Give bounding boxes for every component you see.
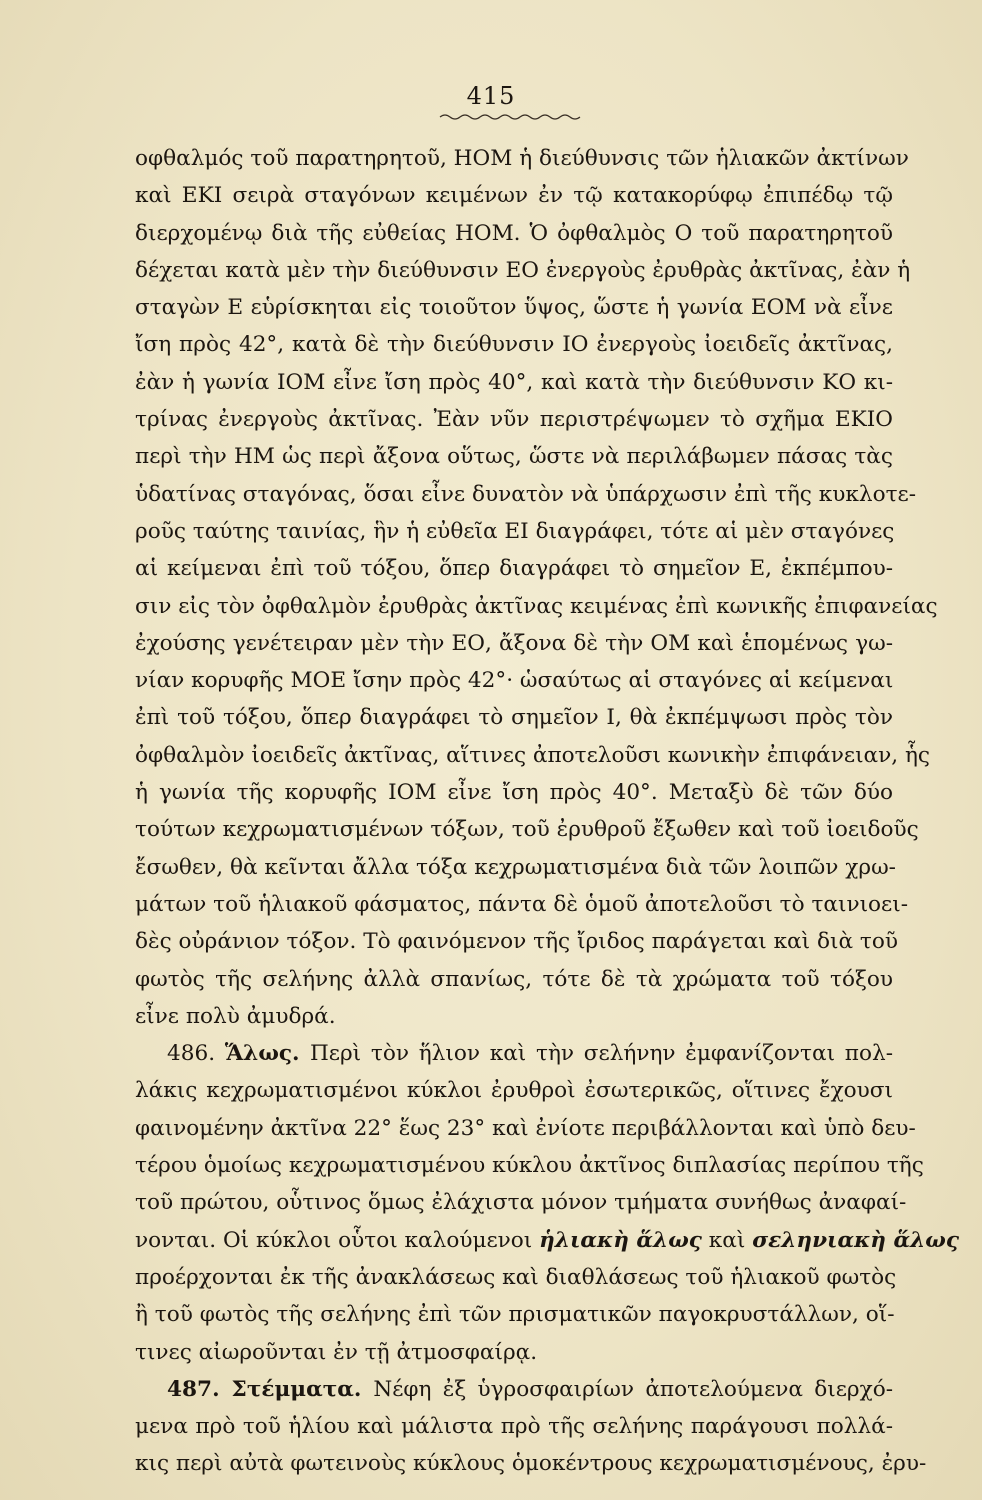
text-line: ἡ γωνία τῆς κορυφῆς ΙΟΜ εἶνε ἴση πρὸς 40°. Μεταξὺ δὲ τῶν δύο <box>135 780 893 806</box>
text-line: δὲς οὐράνιον τόξον. Τὸ φαινόμενον τῆς ἴριδος παράγεται καὶ διὰ τοῦ <box>135 929 898 955</box>
text-line <box>135 1222 959 1259</box>
text-line: σιν εἰς τὸν ὀφθαλμὸν ἐρυθρὰς ἀκτῖνας κειμένας ἐπὶ κωνικῆς ἐπιφανείας <box>135 593 938 619</box>
line-text: καὶ <box>701 1227 753 1253</box>
emphasized-term: σεληνιακὴ ἅλως <box>752 1227 959 1253</box>
section-number: 487. <box>167 1376 232 1402</box>
text-line: κις περὶ αὐτὰ φωτεινοὺς κύκλους ὁμοκέντρους κεχρωματισμένους, ἐρυ- <box>135 1451 927 1477</box>
text-line: μενα πρὸ τοῦ ἡλίου καὶ μάλιστα πρὸ τῆς σελήνης παράγουσι πολλά- <box>135 1414 893 1440</box>
text-line: ἐπὶ τοῦ τόξου, ὅπερ διαγράφει τὸ σημεῖον Ι, θὰ ἐκπέμψωσι πρὸς τὸν <box>135 705 893 731</box>
text-line: μάτων τοῦ ἡλιακοῦ φάσματος, πάντα δὲ ὁμοῦ ἀποτελοῦσι τὸ ταινιοει- <box>135 891 908 917</box>
text-line <box>135 1035 893 1072</box>
text-line: τοῦ πρώτου, οὗτινος ὅμως ἐλάχιστα μόνον τμήματα συνήθως ἀναφαί- <box>135 1190 907 1216</box>
text-line: τινες αἰωροῦνται ἐν τῇ ἀτμοσφαίρᾳ. <box>135 1339 538 1365</box>
text-line <box>135 1371 893 1408</box>
text-line: φωτὸς τῆς σελήνης ἀλλὰ σπανίως, τότε δὲ τὰ χρώματα τοῦ τόξου <box>135 966 893 992</box>
text-line: σταγὼν Ε εὑρίσκηται εἰς τοιοῦτον ὕψος, ὥστε ἡ γωνία ΕΟΜ νὰ εἶνε <box>135 295 893 321</box>
text-line: ὀφθαλμὸν ἰοειδεῖς ἀκτῖνας, αἵτινες ἀποτελοῦσι κωνικὴν ἐπιφάνειαν, ἧς <box>135 742 931 768</box>
section-heading: Στέμματα. <box>231 1376 374 1402</box>
line-text: Περὶ τὸν ἥλιον καὶ τὴν σελήνην ἐμφανίζονται πολ- <box>309 1041 893 1067</box>
text-line: ἴση πρὸς 42°, κατὰ δὲ τὴν διεύθυνσιν ΙΟ ἐνεργοὺς ἰοειδεῖς ἀκτῖνας, <box>135 332 893 358</box>
line-text: νονται. Οἱ κύκλοι οὗτοι καλούμενοι <box>135 1227 540 1253</box>
text-line: δέχεται κατὰ μὲν τὴν διεύθυνσιν ΕΟ ἐνεργοὺς ἐρυθρὰς ἀκτῖνας, ἐὰν ἡ <box>135 257 911 283</box>
body-text <box>135 140 959 1483</box>
text-line: προέρχονται ἐκ τῆς ἀνακλάσεως καὶ διαθλάσεως τοῦ ἡλιακοῦ φωτὸς <box>135 1264 897 1290</box>
wavy-rule-ornament <box>440 112 580 122</box>
text-line: καὶ ΕΚΙ σειρὰ σταγόνων κειμένων ἐν τῷ κατακορύφῳ ἐπιπέδῳ τῷ <box>135 183 893 209</box>
text-line: ἐὰν ἡ γωνία ΙΟΜ εἶνε ἴση πρὸς 40°, καὶ κατὰ τὴν διεύθυνσιν ΚΟ κι- <box>135 369 893 395</box>
text-line: εἶνε πολὺ ἀμυδρά. <box>135 1003 336 1029</box>
text-line: τέρου ὁμοίως κεχρωματισμένου κύκλου ἀκτῖνος διπλασίας περίπου τῆς <box>135 1153 924 1179</box>
text-line: ἢ τοῦ φωτὸς τῆς σελήνης ἐπὶ τῶν πρισματικῶν παγοκρυστάλλων, οἵ- <box>135 1302 895 1328</box>
text-line: ροῦς ταύτης ταινίας, ἣν ἡ εὐθεῖα ΕΙ διαγράφει, τότε αἱ μὲν σταγόνες <box>135 518 895 544</box>
emphasized-term: ἡλιακὴ ἅλως <box>539 1227 702 1253</box>
text-line: διερχομένῳ διὰ τῆς εὐθείας ΗΟΜ. Ὁ ὀφθαλμὸς Ο τοῦ παρατηρητοῦ <box>135 220 893 246</box>
text-line: ἔσωθεν, θὰ κεῖνται ἄλλα τόξα κεχρωματισμένα διὰ τῶν λοιπῶν χρω- <box>135 854 896 880</box>
section-number: 486. <box>167 1041 225 1067</box>
text-line: αἱ κείμεναι ἐπὶ τοῦ τόξου, ὅπερ διαγράφει τὸ σημεῖον Ε, ἐκπέμπου- <box>135 556 893 582</box>
section-heading: Ἅλως. <box>224 1041 310 1067</box>
text-line: φαινομένην ἀκτῖνα 22° ἕως 23° καὶ ἐνίοτε περιβάλλονται καὶ ὑπὸ δευ- <box>135 1115 916 1141</box>
text-line: νίαν κορυφῆς ΜΟΕ ἴσην πρὸς 42°· ὡσαύτως αἱ σταγόνες αἱ κείμεναι <box>135 668 894 694</box>
text-line: περὶ τὴν ΗΜ ὡς περὶ ἄξονα οὕτως, ὥστε νὰ περιλάβωμεν πάσας τὰς <box>135 444 893 470</box>
line-text: Νέφη ἐξ ὑγροσφαιρίων ἀποτελούμενα διερχό- <box>373 1376 893 1402</box>
text-line: ὑδατίνας σταγόνας, ὅσαι εἶνε δυνατὸν νὰ ὑπάρχωσιν ἐπὶ τῆς κυκλοτε- <box>135 481 917 507</box>
text-line: τρίνας ἐνεργοὺς ἀκτῖνας. Ἐὰν νῦν περιστρέψωμεν τὸ σχῆμα ΕΚΙΟ <box>135 407 893 433</box>
text-line: οφθαλμός τοῦ παρατηρητοῦ, ΗΟΜ ἡ διεύθυνσις τῶν ἡλιακῶν ἀκτίνων <box>135 146 909 171</box>
text-line: λάκις κεχρωματισμένοι κύκλοι ἐρυθροὶ ἐσωτερικῶς, οἵτινες ἔχουσι <box>135 1078 893 1104</box>
text-line: τούτων κεχρωματισμένων τόξων, τοῦ ἐρυθροῦ ἔξωθεν καὶ τοῦ ἰοειδοῦς <box>135 817 919 843</box>
page-number: 415 <box>466 82 516 110</box>
text-line: ἐχούσης γενέτειραν μὲν τὴν ΕΟ, ἄξονα δὲ τὴν ΟΜ καὶ ἑπομένως γω- <box>135 630 893 656</box>
